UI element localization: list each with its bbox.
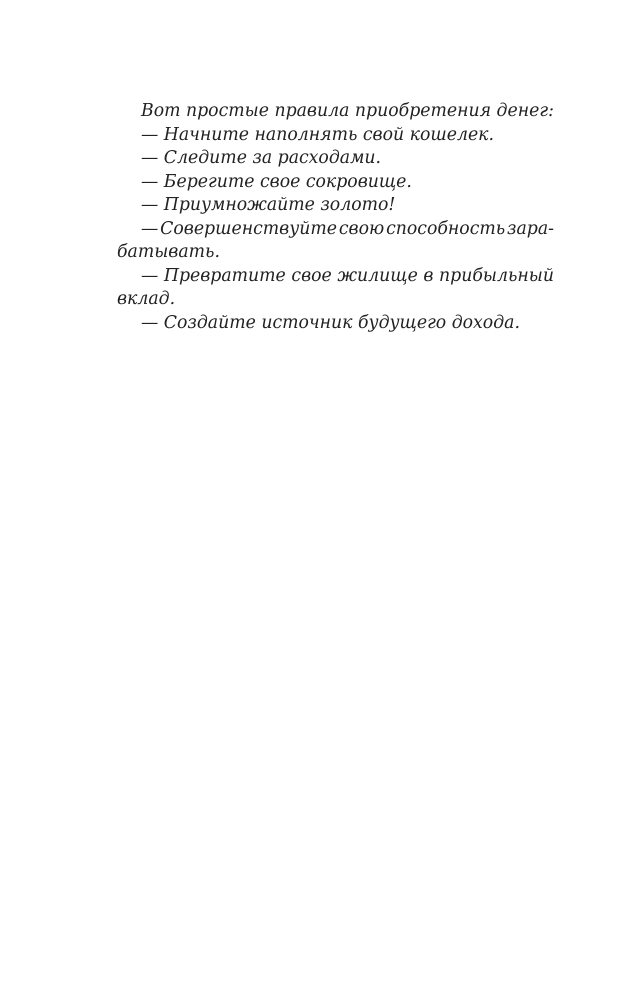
rule-6-line-1 [117, 265, 554, 289]
rule-1: — Начните наполнять свой кошелек. [141, 124, 494, 145]
rule-6-line-2: вклад. [117, 289, 176, 309]
rule-6-word: — [141, 265, 159, 286]
rule-5-line-1 [117, 218, 554, 242]
rule-5-word: Совершенствуйте [160, 218, 337, 239]
rule-6-word: жилище [337, 265, 418, 286]
rule-5-word: свою [338, 218, 385, 239]
rule-5-word: — [141, 218, 159, 239]
intro-line: Вот простые правила приобретения денег: [141, 101, 554, 121]
rule-7: — Создайте источник будущего дохода. [141, 312, 520, 333]
rules-text-block [117, 100, 554, 335]
rule-3: — Берегите свое сокровище. [141, 171, 412, 192]
rule-5-line-2: батывать. [117, 242, 220, 262]
rule-2: — Следите за расходами. [141, 148, 382, 168]
rule-5-word: зара- [507, 218, 554, 239]
rule-5-word: способность [386, 218, 506, 239]
rule-6-word: прибыльный [439, 265, 554, 286]
rule-6-word: Превратите [163, 265, 286, 286]
rule-6-word: свое [291, 265, 332, 286]
rule-6-word: в [423, 265, 434, 286]
rule-4: — Приумножайте золото! [141, 195, 396, 215]
